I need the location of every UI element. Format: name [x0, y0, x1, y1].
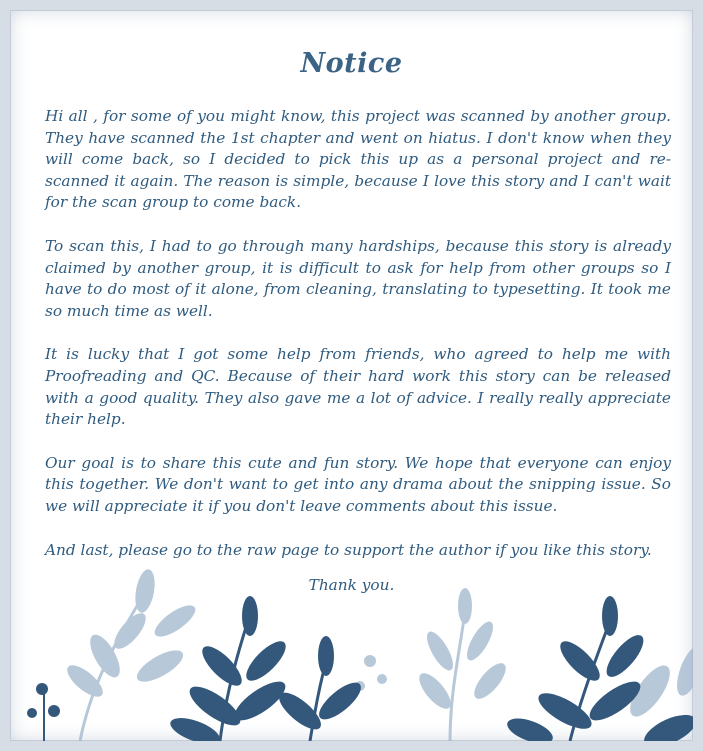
paragraph-hardships: To scan this, I had to go through many hardships, because this story is already claimed by another group, it is difficult to ask for help from other groups so I have to do most of it alone, from cleaning, translating to typesetting. It took me so much time as well. [45, 236, 671, 320]
paragraph-goal: Our goal is to share this cute and fun story. We hope that everyone can enjoy this together. We don't want to get into any drama about the snipping issue. So we will appreciate it if you don't leave comments about this issue. [45, 453, 671, 515]
watercolor-leaves-decoration [10, 561, 703, 741]
notice-body [45, 106, 671, 583]
notice-title: Notice [300, 48, 403, 79]
closing-thanks: Thank you. [308, 576, 395, 594]
paragraph-intro: Hi all , for some of you might know, this project was scanned by another group. They have scanned the 1st chapter and went on hiatus. I don't know when they will come back, so I decided to pick this up as a personal project and re-scanned it again. The reason is simple, because I love this story and I can't wait for the scan group to come back. [45, 107, 671, 212]
paragraph-helpers: It is lucky that I got some help from friends, who agreed to help me with Proofreading and QC. Because of their hard work this story can be released with a good quality. They also gave me a lot of advice. I really really appreciate their help. [45, 345, 671, 429]
paragraph-support-author: And last, please go to the raw page to support the author if you like this story. [45, 540, 652, 559]
